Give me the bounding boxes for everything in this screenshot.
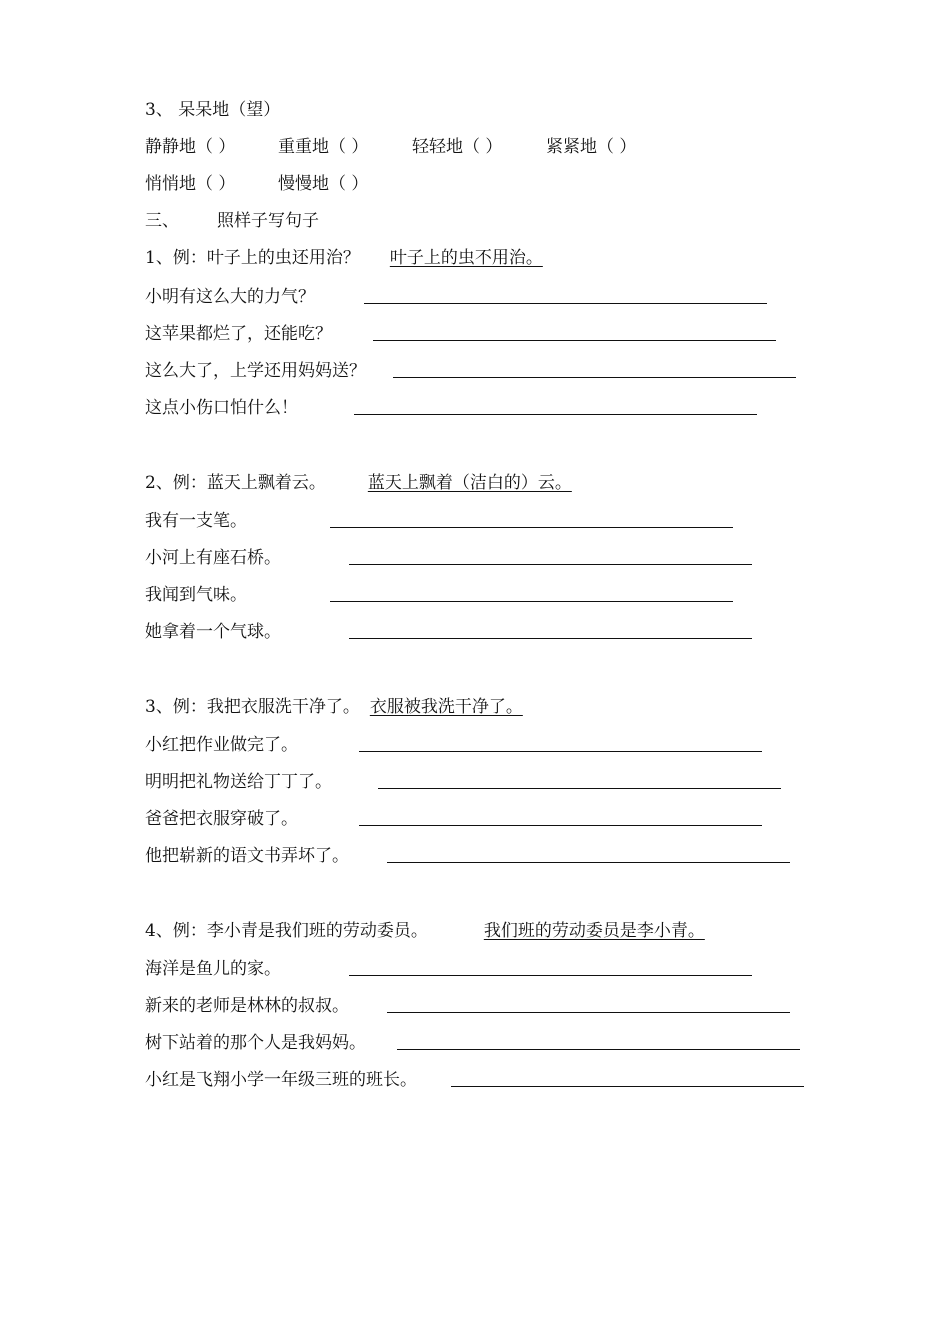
question-4-3: 树下站着的那个人是我妈妈。 (145, 1033, 366, 1053)
question-4-2: 新来的老师是林林的叔叔。 (145, 996, 349, 1016)
example-3 (145, 695, 523, 719)
word-blank-4[interactable]: 紧紧地（ ） (546, 137, 637, 157)
word-blank-5[interactable]: 悄悄地（ ） (145, 174, 236, 194)
word-blank-6[interactable]: 慢慢地（ ） (278, 174, 369, 194)
question-1-3: 这么大了，上学还用妈妈送？ (145, 361, 366, 381)
answer-line-3-1[interactable] (359, 751, 762, 752)
question-1-4: 这点小伤口怕什么！ (145, 398, 298, 418)
answer-line-2-4[interactable] (349, 638, 752, 639)
section-heading (145, 209, 319, 233)
word-blank-2[interactable]: 重重地（ ） (278, 137, 369, 157)
example-2-answer: 蓝天上飘着（洁白的）云。 (367, 473, 572, 493)
example-4-prefix: 4、例：李小青是我们班的劳动委员。 (145, 921, 428, 941)
example-2 (145, 471, 572, 495)
example-1 (145, 246, 543, 270)
example-4-answer: 我们班的劳动委员是李小青。 (483, 921, 705, 941)
section-number: 三、 (145, 211, 179, 231)
question-3-2: 明明把礼物送给丁丁了。 (145, 772, 332, 792)
example-2-prefix: 2、例：蓝天上飘着云。 (145, 473, 326, 493)
question-2-2: 小河上有座石桥。 (145, 548, 281, 568)
answer-line-1-4[interactable] (354, 414, 757, 415)
question-4-1: 海洋是鱼儿的家。 (145, 959, 281, 979)
answer-line-2-1[interactable] (330, 527, 733, 528)
section-title: 照样子写句子 (217, 211, 319, 231)
example-1-answer: 叶子上的虫不用治。 (389, 248, 543, 268)
answer-line-4-2[interactable] (387, 1012, 790, 1013)
answer-line-2-2[interactable] (349, 564, 752, 565)
answer-line-3-4[interactable] (387, 862, 790, 863)
question-2-4: 她拿着一个气球。 (145, 622, 281, 642)
question-3-3: 爸爸把衣服穿破了。 (145, 809, 298, 829)
question-4-4: 小红是飞翔小学一年级三班的班长。 (145, 1070, 417, 1090)
answer-line-1-1[interactable] (364, 303, 767, 304)
item-3-label: 3、 呆呆地（望） (145, 100, 281, 120)
answer-line-2-3[interactable] (330, 601, 733, 602)
question-3-1: 小红把作业做完了。 (145, 735, 298, 755)
question-3-4: 他把崭新的语文书弄坏了。 (145, 846, 349, 866)
question-2-1: 我有一支笔。 (145, 511, 247, 531)
example-1-prefix: 1、例：叶子上的虫还用治？ (145, 248, 360, 268)
answer-line-3-3[interactable] (359, 825, 762, 826)
answer-line-4-1[interactable] (349, 975, 752, 976)
answer-line-1-3[interactable] (393, 377, 796, 378)
answer-line-4-4[interactable] (451, 1086, 804, 1087)
question-1-2: 这苹果都烂了，还能吃？ (145, 324, 332, 344)
word-blank-3[interactable]: 轻轻地（ ） (412, 137, 503, 157)
example-4 (145, 919, 705, 943)
answer-line-4-3[interactable] (397, 1049, 800, 1050)
answer-line-3-2[interactable] (378, 788, 781, 789)
answer-line-1-2[interactable] (373, 340, 776, 341)
word-blank-1[interactable]: 静静地（ ） (145, 137, 236, 157)
example-3-answer: 衣服被我洗干净了。 (369, 697, 523, 717)
example-3-prefix: 3、例：我把衣服洗干净了。 (145, 697, 360, 717)
question-1-1: 小明有这么大的力气？ (145, 287, 315, 307)
question-2-3: 我闻到气味。 (145, 585, 247, 605)
